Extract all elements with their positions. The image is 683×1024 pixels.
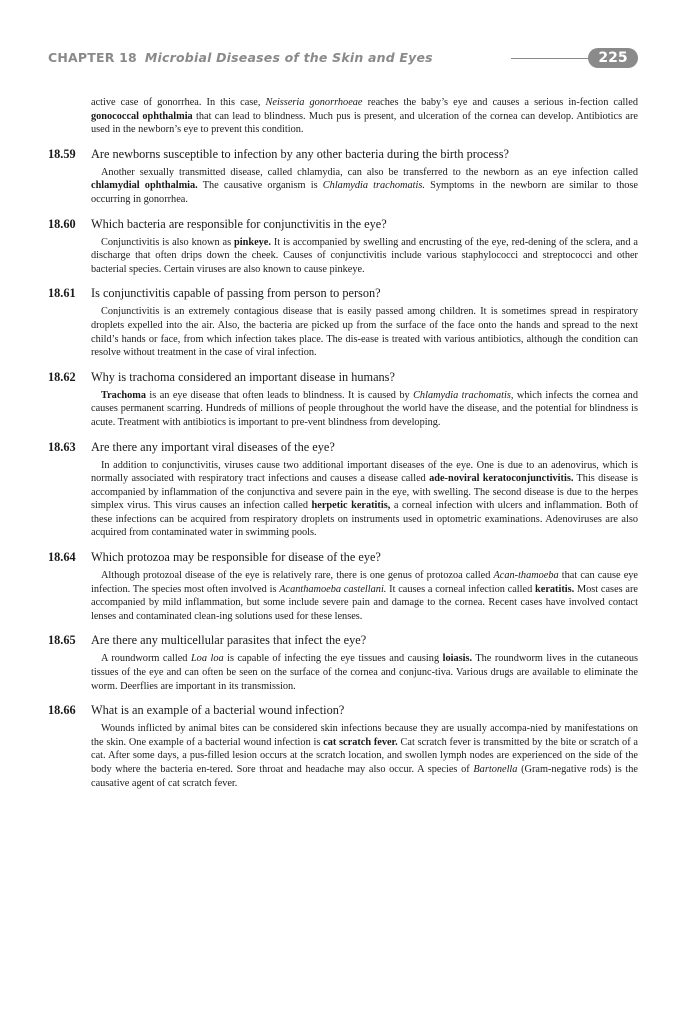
question-text: Why is trachoma considered an important disease in humans? [91,369,395,384]
page-header [48,48,638,70]
answer-18-64: Although protozoal disease of the eye is relatively rare, there is one genus of protozoa called Acan-thamoeba that can cause eye infection. The species most often involved is Acanthamoeba castellani. It causes a corneal infection called keratitis. Most cases are accompanied by mild inflammation, but some include severe pain and damage to the cornea. Recent cases have involved contact lenses and contaminated clean-ing solutions used for these lenses. [91,570,638,622]
header-rule [511,58,591,59]
question-18-63 [48,440,638,455]
question-18-60 [48,217,638,232]
answer-18-66: Wounds inflicted by animal bites can be considered skin infections because they are usually accompa-nied by manifestations on the skin. One example of a bacterial wound infection is cat scratch fever. Cat scratch fever is transmitted by the bite or scratch of a cat. After some days, a pus-filled lesion occurs at the scratch location, and swollen lymph nodes are experienced on the side of the body where the bacteria en-tered. Sore throat and headache may also occur. A species of Bartonella (Gram-negative rods) is the causative agent of cat scratch fever. [91,723,638,789]
page-number: 225 [588,48,638,68]
question-number: 18.64 [48,550,76,565]
answer-18-59: Another sexually transmitted disease, called chlamydia, can also be transferred to the newborn as an eye infection called chlamydial ophthalmia. The causative organism is Chlamydia trachomatis. Symptoms in the newborn are similar to those occurring in gonorrhea. [91,166,638,205]
question-number: 18.63 [48,439,76,454]
answer-18-62: Trachoma is an eye disease that often leads to blindness. It is caused by Chlamydia trachomatis, which infects the cornea and causes permanent scarring. Hundreds of millions of people throughout the world have the disease, and the potential for blindness is acute. Treatment with antibiotics is important to pre-vent blindness from developing. [91,389,638,428]
answer-18-61: Conjunctivitis is an extremely contagious disease that is easily passed among children. It is sometimes spread in respiratory droplets expelled into the air. Also, the bacteria are picked up from the surface of the face onto the hands and spread to the next child’s hands or face, from which infection takes place. The dis-ease is treated with various antibiotics, although the condition can resolve without treatment in the case of viral infection. [91,306,638,359]
question-number: 18.61 [48,286,76,301]
question-text: Are there any multicellular parasites that infect the eye? [91,633,367,648]
question-number: 18.60 [48,216,76,231]
question-number: 18.66 [48,703,76,718]
question-text: Is conjunctivitis capable of passing from person to person? [91,286,381,301]
question-18-62 [48,370,638,385]
intro-paragraph: active case of gonorrhea. In this case, Neisseria gonorrhoeae reaches the baby’s eye and causes a serious in-fection called gonococcal ophthalmia that can lead to blindness. Much pus is present, and ulceration of the cornea can develop. Antibiotics are used in the newborn’s eye to prevent this condition. [91,97,639,136]
question-number: 18.59 [48,146,76,161]
answer-18-63: In addition to conjunctivitis, viruses cause two additional important diseases of the eye. One is due to an adenovirus, which is normally associated with respiratory tract infections and causes a disease called ade-noviral keratoconjunctivitis. This disease is accompanied by inflammation of the conjunctiva and severe pain in the eye, with swelling. The second disease is due to the herpes simplex virus. This virus causes an infection called herpetic keratitis, a corneal infection with ulcers and inflammation. Both of these infections can be acquired from respiratory droplets on instruments used in optometric examinations. Adenoviruses are also acquired from contaminated water in swimming pools. [91,459,638,539]
question-text: Are newborns susceptible to infection by any other bacteria during the birth process? [91,146,509,161]
question-text: Which protozoa may be responsible for disease of the eye? [91,550,381,565]
question-number: 18.65 [48,633,76,648]
page-body [48,96,638,790]
question-text: What is an example of a bacterial wound infection? [91,703,345,718]
question-18-65 [48,633,638,648]
chapter-title: Microbial Diseases of the Skin and Eyes [144,50,433,65]
question-18-59 [48,147,638,162]
answer-18-65: A roundworm called Loa loa is capable of infecting the eye tissues and causing loiasis. The roundworm lives in the cutaneous tissues of the eye and can often be seen on the surface of the cornea and conjunc-tiva. Various drugs are available to eliminate the worm. Deerflies are important in its transmission. [91,653,639,692]
chapter-label: CHAPTER 18 [48,50,137,65]
running-head [48,50,433,65]
question-18-66 [48,703,638,718]
question-18-64 [48,550,638,565]
question-number: 18.62 [48,369,76,384]
answer-18-60: Conjunctivitis is also known as pinkeye. It is accompanied by swelling and encrusting of the eye, red-dening of the sclera, and a discharge that often drips down the cheek. Causes of conjunctivitis include various staphylococci and streptococci and other bacterial species. Certain viruses are also known to cause pinkeye. [91,236,638,275]
question-text: Are there any important viral diseases of the eye? [91,439,335,454]
question-text: Which bacteria are responsible for conjunctivitis in the eye? [91,216,387,231]
question-18-61 [48,286,638,301]
